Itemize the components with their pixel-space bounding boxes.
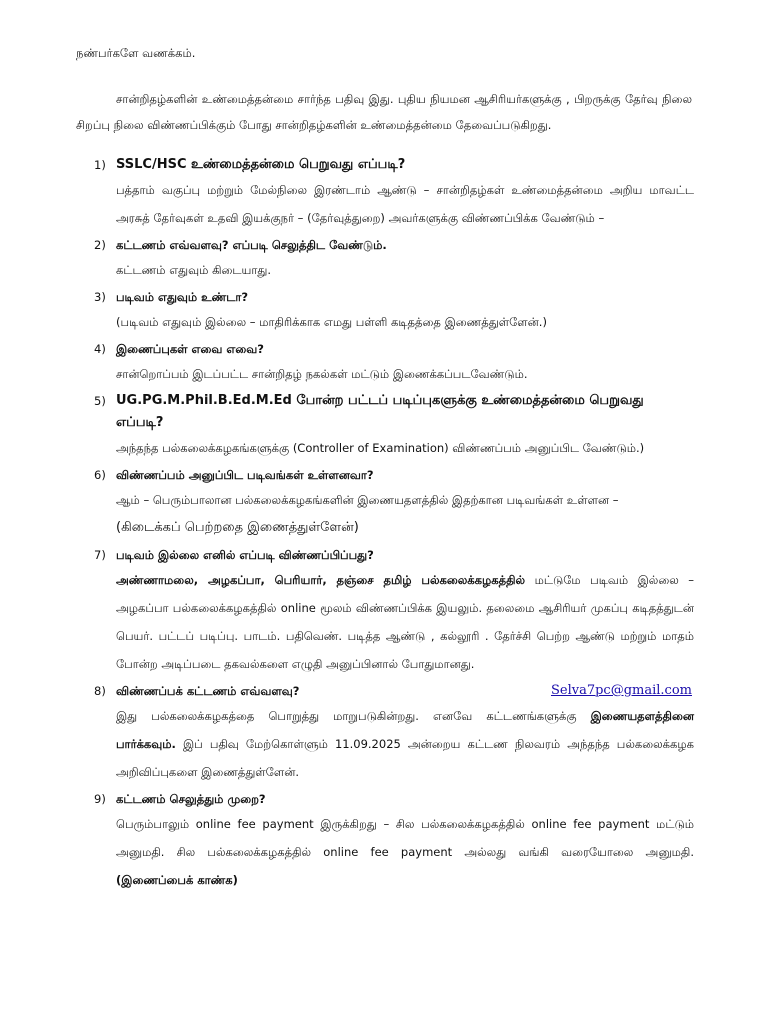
question: இணைப்புகள் எவை எவை?: [116, 342, 264, 356]
question: கட்டணம் எவ்வளவு? எப்படி செலுத்திட வேண்டும்.: [116, 238, 387, 252]
answer-bold: (இணைப்பைக் காண்க): [116, 873, 238, 887]
faq-list: [94, 154, 694, 896]
answer: (படிவம் எதுவும் இல்லை – மாதிரிக்காக எமது பள்ளி கடிதத்தை இணைத்துள்ளேன்.): [116, 315, 547, 329]
question-text: விண்ணப்பக் கட்டணம் எவ்வளவு?: [116, 684, 300, 698]
greeting: நண்பர்களே வணக்கம்.: [76, 46, 196, 60]
faq-item-5: [94, 390, 694, 462]
item-number: 3): [94, 290, 106, 304]
item-number: 8): [94, 684, 106, 698]
email-link[interactable]: Selva7pc@gmail.com: [550, 683, 692, 698]
faq-item-7: [94, 544, 694, 678]
answer: அந்தந்த பல்கலைக்கழகங்களுக்கு (Controller of Examination) விண்ணப்பம் அனுப்பிட வேண்டும்.): [116, 441, 645, 455]
answer-text: இப் பதிவு மேற்கொள்ளும் 11.09.2025 அன்றைய கட்டண நிலவரம் அந்தந்த பல்கலைக்கழக அறிவிப்புகளை இணைத்துள்ளேன்.: [116, 737, 695, 779]
question: படிவம் எதுவும் உண்டா?: [116, 290, 249, 304]
question: UG.PG.M.Phil.B.Ed.M.Ed போன்ற பட்டப் படிப்புகளுக்கு உண்மைத்தன்மை பெறுவது எப்படி?: [116, 393, 644, 430]
faq-item-3: [94, 286, 694, 336]
answer: [116, 566, 694, 678]
answer: சான்றொப்பம் இடப்பட்ட சான்றிதழ் நகல்கள் மட்டும் இணைக்கப்படவேண்டும்.: [116, 367, 528, 381]
item-number: 9): [94, 792, 106, 806]
faq-item-4: [94, 338, 694, 388]
answer: [116, 810, 694, 894]
question: [116, 680, 694, 702]
item-number: 6): [94, 468, 106, 482]
answer: பத்தாம் வகுப்பு மற்றும் மேல்நிலை இரண்டாம் ஆண்டு – சான்றிதழ்கள் உண்மைத்தன்மை அறிய மாவட்ட அரசுத் தேர்வுகள் உதவி இயக்குநர் – (தேர்வுத்துறை) அவர்களுக்கு விண்ணப்பிக்க வேண்டும் –: [116, 183, 694, 225]
answer-bold: அண்ணாமலை, அழகப்பா, பெரியார், தஞ்சை தமிழ் பல்கலைக்கழகத்தில்: [116, 573, 526, 587]
question: கட்டணம் செலுத்தும் முறை?: [116, 792, 266, 806]
faq-item-6: [94, 464, 694, 542]
faq-item-8: [94, 680, 694, 786]
question: SSLC/HSC உண்மைத்தன்மை பெறுவது எப்படி?: [116, 157, 406, 172]
item-number: 2): [94, 238, 106, 252]
answer: [116, 702, 694, 786]
answer-text-pre: இது பல்கலைக்கழகத்தை பொறுத்து மாறுபடுகின்றது. எனவே கட்டணங்களுக்கு: [116, 709, 577, 723]
faq-item-1: [94, 154, 694, 232]
question: படிவம் இல்லை எனில் எப்படி விண்ணப்பிப்பது?: [116, 548, 374, 562]
item-number: 1): [94, 158, 106, 172]
answer: ஆம் – பெரும்பாலான பல்கலைக்கழகங்களின் இணையதளத்தில் இதற்கான படிவங்கள் உள்ளன –: [116, 493, 619, 507]
intro-paragraph: சான்றிதழ்களின் உண்மைத்தன்மை சார்ந்த பதிவு இது. புதிய நியமன ஆசிரியர்களுக்கு , பிறருக்கு தேர்வு நிலை சிறப்பு நிலை விண்ணப்பிக்கும் போது சான்றிதழ்களின் உண்மைத்தன்மை தேவைப்படுகிறது.: [76, 92, 692, 132]
faq-item-2: [94, 234, 694, 284]
item-number: 7): [94, 548, 106, 562]
item-number: 5): [94, 394, 106, 408]
question: விண்ணப்பம் அனுப்பிட படிவங்கள் உள்ளனவா?: [116, 468, 374, 482]
item-number: 4): [94, 342, 106, 356]
answer: கட்டணம் எதுவும் கிடையாது.: [116, 263, 272, 277]
faq-item-9: [94, 788, 694, 894]
answer-note: (கிடைக்கப் பெற்றதை இணைத்துள்ளேன்): [116, 520, 359, 535]
answer-text: பெரும்பாலும் online fee payment இருக்கிறது – சில பல்கலைக்கழகத்தில் online fee payment மட்டும் அனுமதி. சில பல்கலைக்கழகத்தில் online fee payment அல்லது வங்கி வரையோலை அனுமதி.: [116, 817, 694, 859]
answer-bold: இணையதளத்தினை பார்க்கவும்.: [116, 709, 695, 751]
answer-text: மட்டுமே படிவம் இல்லை – அழகப்பா பல்கலைக்கழகத்தில் online மூலம் விண்ணப்பிக்க இயலும். தலைமை ஆசிரியர் முகப்பு கடிதத்துடன் பெயர். பட்டப் படிப்பு. பாடம். பதிவெண். படித்த ஆண்டு , கல்லூரி . தேர்ச்சி பெற்ற ஆண்டு மற்றும் மாதம் போன்ற அடிப்படை தகவல்களை எழுதி அனுப்பினால் போதுமானது.: [116, 573, 695, 671]
